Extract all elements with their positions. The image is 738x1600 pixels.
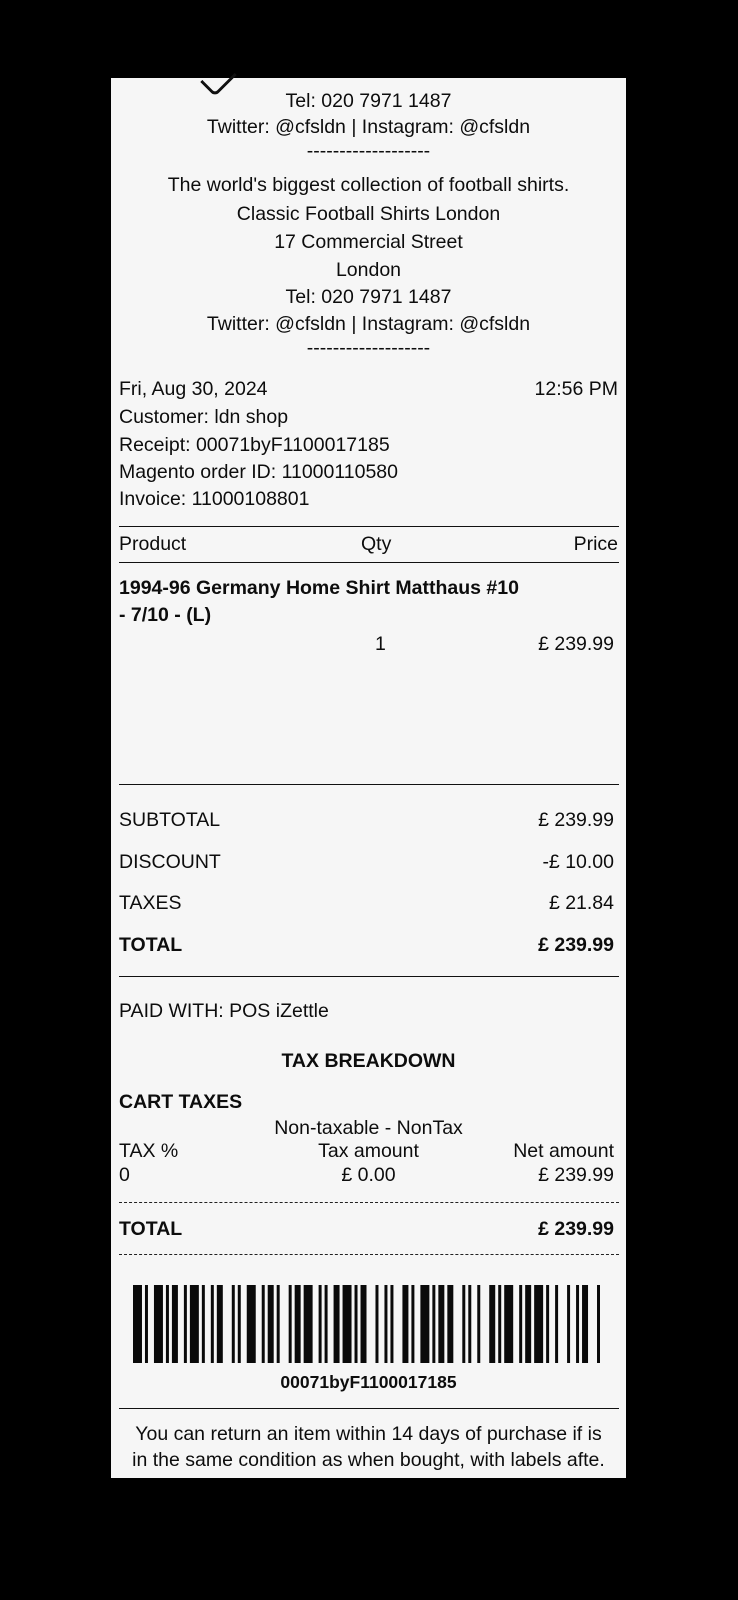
barcode-bar (154, 1285, 163, 1363)
barcode-bar (390, 1285, 393, 1363)
customer-name: Customer: ldn shop (119, 406, 289, 428)
item-qty: 1 (375, 633, 386, 655)
barcode-bar (576, 1285, 579, 1363)
barcode-bar (361, 1285, 367, 1363)
barcode (133, 1285, 603, 1363)
col-product: Product (119, 533, 187, 555)
barcode-bar (304, 1285, 313, 1363)
totals-bottom-rule (119, 976, 619, 977)
barcode-bar (277, 1285, 280, 1363)
barcode-bar (325, 1285, 328, 1363)
return-policy-line2: in the same condition as when bought, with labels afte. (132, 1449, 605, 1471)
subtotal-value: £ 239.99 (538, 809, 614, 831)
taxes-label: TAXES (119, 892, 182, 914)
footer-rule (119, 1408, 619, 1409)
barcode-bar (319, 1285, 322, 1363)
tax-total-value: £ 239.99 (538, 1218, 614, 1240)
barcode-bar (582, 1285, 588, 1363)
header-separator: ------------------- (306, 337, 431, 359)
tax-total-label: TOTAL (119, 1218, 183, 1240)
barcode-bar (355, 1285, 358, 1363)
receipt (111, 78, 626, 1478)
receipt-time: 12:56 PM (534, 378, 618, 400)
barcode-bar (534, 1285, 543, 1363)
item-price: £ 239.99 (538, 633, 614, 655)
top-separator: ------------------- (306, 140, 431, 162)
barcode-bar (489, 1285, 495, 1363)
col-qty: Qty (361, 533, 392, 555)
barcode-bar (217, 1285, 223, 1363)
table-header-rule (119, 562, 619, 563)
store-city: London (335, 259, 402, 281)
discount-label: DISCOUNT (119, 851, 221, 873)
payment-method: PAID WITH: POS iZettle (119, 1000, 329, 1022)
barcode-bar (184, 1285, 187, 1363)
discount-value: -£ 10.00 (542, 851, 614, 873)
col-tax-amount: Tax amount (318, 1140, 419, 1162)
barcode-bar (432, 1285, 435, 1363)
barcode-bar (172, 1285, 178, 1363)
top-tel: Tel: 020 7971 1487 (285, 90, 452, 112)
barcode-bar (295, 1285, 301, 1363)
store-street: 17 Commercial Street (274, 231, 463, 253)
barcode-bar (555, 1285, 558, 1363)
barcode-bar (402, 1285, 408, 1363)
tax-group-name: Non-taxable - NonTax (274, 1117, 463, 1139)
cart-taxes-heading: CART TAXES (119, 1091, 243, 1113)
barcode-bar (462, 1285, 465, 1363)
barcode-bar (247, 1285, 256, 1363)
barcode-bar (202, 1285, 205, 1363)
barcode-bar (211, 1285, 214, 1363)
tax-bottom-dash (119, 1254, 619, 1255)
barcode-bar (546, 1285, 549, 1363)
subtotal-label: SUBTOTAL (119, 809, 221, 831)
receipt-number: Receipt: 00071byF1100017185 (119, 434, 390, 456)
return-policy-line1: You can return an item within 14 days of purchase if is (135, 1423, 602, 1445)
barcode-bar (411, 1285, 414, 1363)
barcode-bar (166, 1285, 169, 1363)
tax-top-dash (119, 1202, 619, 1203)
total-value: £ 239.99 (538, 934, 614, 956)
barcode-bar (232, 1285, 235, 1363)
net-amount-value: £ 239.99 (538, 1164, 614, 1186)
barcode-bar (268, 1285, 274, 1363)
barcode-bar (519, 1285, 522, 1363)
barcode-bar (238, 1285, 241, 1363)
barcode-bar (133, 1285, 142, 1363)
barcode-bar (420, 1285, 429, 1363)
barcode-bar (343, 1285, 352, 1363)
barcode-bar (498, 1285, 501, 1363)
barcode-bar (468, 1285, 471, 1363)
barcode-bar (567, 1285, 570, 1363)
barcode-bar (447, 1285, 453, 1363)
barcode-text: 00071byF1100017185 (280, 1372, 457, 1392)
top-social: Twitter: @cfsldn | Instagram: @cfsldn (206, 116, 531, 138)
barcode-bar (334, 1285, 340, 1363)
taxes-value: £ 21.84 (548, 892, 614, 914)
barcode-bar (597, 1285, 600, 1363)
store-tel: Tel: 020 7971 1487 (285, 286, 452, 308)
invoice-number: Invoice: 11000108801 (119, 488, 310, 510)
barcode-bar (504, 1285, 513, 1363)
barcode-bar (190, 1285, 199, 1363)
col-tax-pct: TAX % (119, 1140, 179, 1162)
barcode-bar (384, 1285, 387, 1363)
barcode-bar (145, 1285, 148, 1363)
col-price: Price (573, 533, 618, 555)
item-name-line2: - 7/10 - (L) (119, 604, 212, 626)
barcode-bar (262, 1285, 265, 1363)
tax-breakdown-title: TAX BREAKDOWN (281, 1050, 456, 1072)
col-net-amount: Net amount (513, 1140, 614, 1162)
barcode-bar (375, 1285, 378, 1363)
barcode-bar (438, 1285, 444, 1363)
tax-amount-value: £ 0.00 (341, 1164, 396, 1186)
store-social: Twitter: @cfsldn | Instagram: @cfsldn (206, 313, 531, 335)
tax-pct-value: 0 (119, 1164, 130, 1186)
barcode-bar (289, 1285, 292, 1363)
table-top-rule (119, 526, 619, 527)
order-id: Magento order ID: 11000110580 (119, 461, 398, 483)
total-label: TOTAL (119, 934, 183, 956)
barcode-bar (525, 1285, 531, 1363)
receipt-date: Fri, Aug 30, 2024 (119, 378, 268, 400)
items-bottom-rule (119, 784, 619, 785)
item-name-line1: 1994-96 Germany Home Shirt Matthaus #10 (119, 577, 519, 599)
store-name: Classic Football Shirts London (236, 203, 501, 225)
store-tagline: The world's biggest collection of football shirts. (167, 174, 570, 196)
barcode-bar (477, 1285, 480, 1363)
